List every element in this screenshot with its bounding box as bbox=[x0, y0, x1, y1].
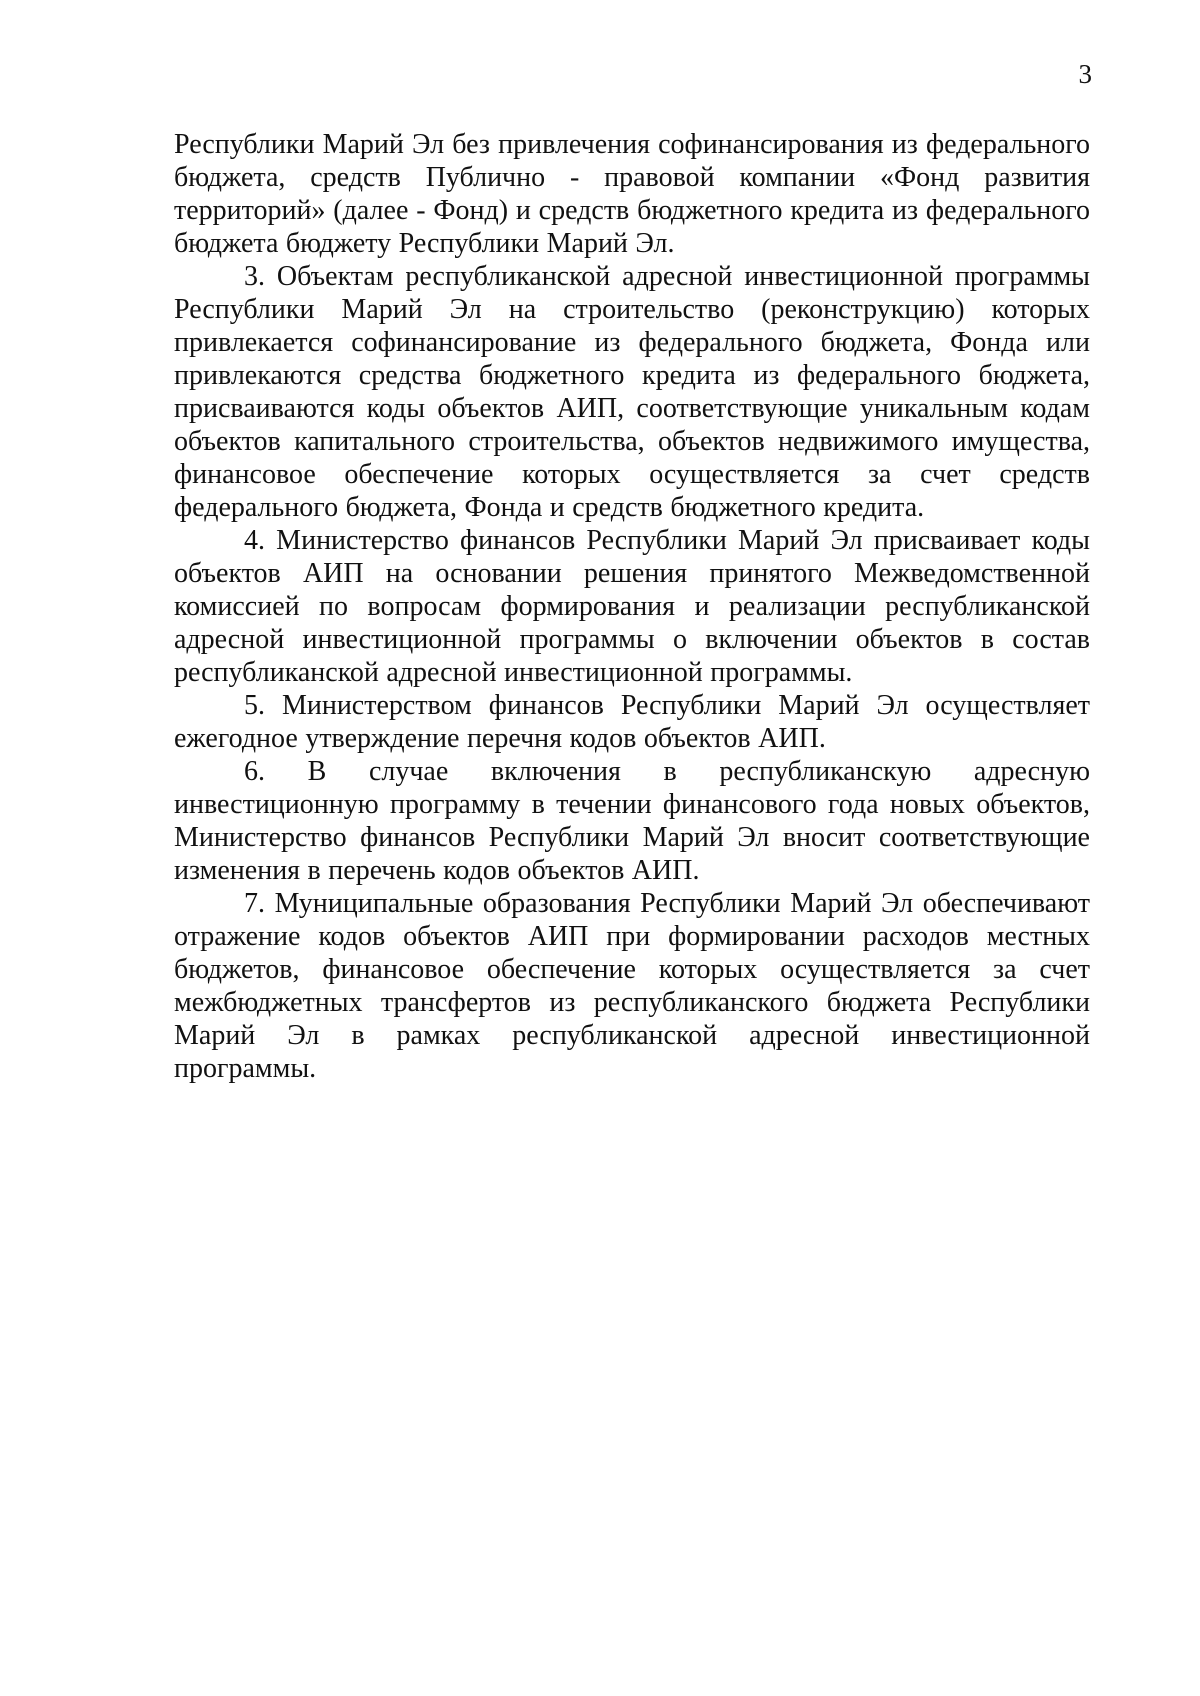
document-body bbox=[174, 128, 1090, 1085]
paragraph-item-3: 3. Объектам республиканской адресной инвестиционной программы Республики Марий Эл на строительство (реконструкцию) которых привлекается софинансирование из федерального бюджета, Фонда или привлекаются средства бюджетного кредита из федерального бюджета, присваиваются коды объектов АИП, соответствующие уникальным кодам объектов капитального строительства, объектов недвижимого имущества, финансовое обеспечение которых осуществляется за счет средств федерального бюджета, Фонда и средств бюджетного кредита. bbox=[174, 261, 1090, 523]
paragraph-item-7: 7. Муниципальные образования Республики Марий Эл обеспечивают отражение кодов объектов АИП при формировании расходов местных бюджетов, финансовое обеспечение которых осуществляется за счет межбюджетных трансфертов из республиканского бюджета Республики Марий Эл в рамках республиканской адресной инвестиционной программы. bbox=[174, 888, 1090, 1084]
paragraph-item-4: 4. Министерство финансов Республики Марий Эл присваивает коды объектов АИП на основании решения принятого Межведомственной комиссией по вопросам формирования и реализации республиканской адресной инвестиционной программы о включении объектов в состав республиканской адресной инвестиционной программы. bbox=[174, 525, 1090, 688]
page-number: 3 bbox=[1078, 59, 1092, 89]
paragraph-item-5: 5. Министерством финансов Республики Марий Эл осуществляет ежегодное утверждение перечня кодов объектов АИП. bbox=[174, 690, 1090, 754]
paragraph-item-6: 6. В случае включения в республиканскую адресную инвестиционную программу в течении финансового года новых объектов, Министерство финансов Республики Марий Эл вносит соответствующие изменения в перечень кодов объектов АИП. bbox=[174, 756, 1090, 886]
paragraph-continuation: Республики Марий Эл без привлечения софинансирования из федерального бюджета, средств Публично - правовой компании «Фонд развития территорий» (далее - Фонд) и средств бюджетного кредита из федерального бюджета бюджету Республики Марий Эл. bbox=[174, 129, 1090, 259]
